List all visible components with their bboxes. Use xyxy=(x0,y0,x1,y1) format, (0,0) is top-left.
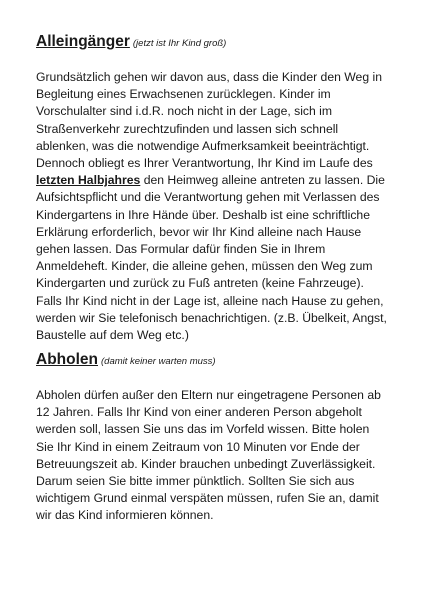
body-line: Abholen dürfen außer den Eltern nur eingetragene Personen ab xyxy=(36,388,381,402)
body-line: werden wir Sie telefonisch benachrichtigen. (z.B. Übelkeit, Angst, xyxy=(36,310,387,325)
body-line: Dennoch obliegt es Ihrer Verantwortung, Ihr Kind im Laufe des xyxy=(36,156,373,171)
body-line: Straßenverkehr zurechtzufinden und lassen sich schnell xyxy=(36,121,339,136)
section-body xyxy=(36,69,396,344)
section-title: Abholen xyxy=(36,351,98,368)
body-line: Vorschulalter sind i.d.R. noch nicht in der Lage, sich im xyxy=(36,104,333,119)
body-line: Anmeldeheft. Kinder, die alleine gehen, müssen den Weg zum xyxy=(36,259,373,274)
body-line: werden soll, lassen Sie uns das im Vorfeld wissen. Bitte holen xyxy=(36,422,370,437)
body-line: Erklärung erforderlich, bevor wir Ihr Kind alleine nach Hause xyxy=(36,224,362,239)
body-line: Falls Ihr Kind nicht in der Lage ist, alleine nach Hause zu gehen, xyxy=(36,293,384,308)
body-line: 12 Jahren. Falls Ihr Kind von einer anderen Person abgeholt xyxy=(36,405,362,420)
section-heading xyxy=(36,350,396,372)
body-line: Begleitung eines Erwachsenen zurücklegen. Kinder im xyxy=(36,87,331,102)
section-note: (jetzt ist Ihr Kind groß) xyxy=(132,38,227,49)
body-line: gehen lassen. Das Formular dafür finden Sie in Ihrem xyxy=(36,242,326,257)
body-line: Baustelle auf dem Weg etc.) xyxy=(36,328,189,343)
section-heading xyxy=(36,32,396,54)
line-rest: den Heimweg alleine antreten zu lassen. Die xyxy=(140,173,385,188)
body-line: Grundsätzlich gehen wir davon aus, dass die Kinder den Weg in xyxy=(36,70,382,84)
body-line: wichtigem Grund einmal verspäten müssen, rufen Sie an, damit xyxy=(36,491,379,506)
section-note: (damit keiner warten muss) xyxy=(101,356,216,367)
section-alleingaenger xyxy=(36,32,396,344)
body-line xyxy=(36,172,396,189)
body-line: wir das Kind informieren können. xyxy=(36,508,214,523)
body-line: Aufsichtspflicht und die Verantwortung gehen mit Verlassen des xyxy=(36,190,380,205)
body-line: Darum seien Sie bitte immer pünktlich. Sollten Sie sich aus xyxy=(36,474,355,489)
section-body xyxy=(36,387,396,525)
body-line: Kindergartens in Ihre Hände über. Deshalb ist eine schriftliche xyxy=(36,207,370,222)
emphasis-text: letzten Halbjahres xyxy=(36,173,141,188)
section-abholen xyxy=(36,350,396,525)
section-title: Alleingänger xyxy=(36,33,130,50)
body-line: Betreuungszeit ab. Kinder brauchen unbedingt Zuverlässigkeit. xyxy=(36,456,376,471)
body-line: Kindergarten und zurück zu Fuß antreten (keine Fahrzeuge). xyxy=(36,276,364,291)
body-line: Sie Ihr Kind in einem Zeitraum von 10 Minuten vor Ende der xyxy=(36,439,360,454)
body-line: ablenken, was die notwendige Aufmerksamkeit beeinträchtigt. xyxy=(36,138,370,153)
